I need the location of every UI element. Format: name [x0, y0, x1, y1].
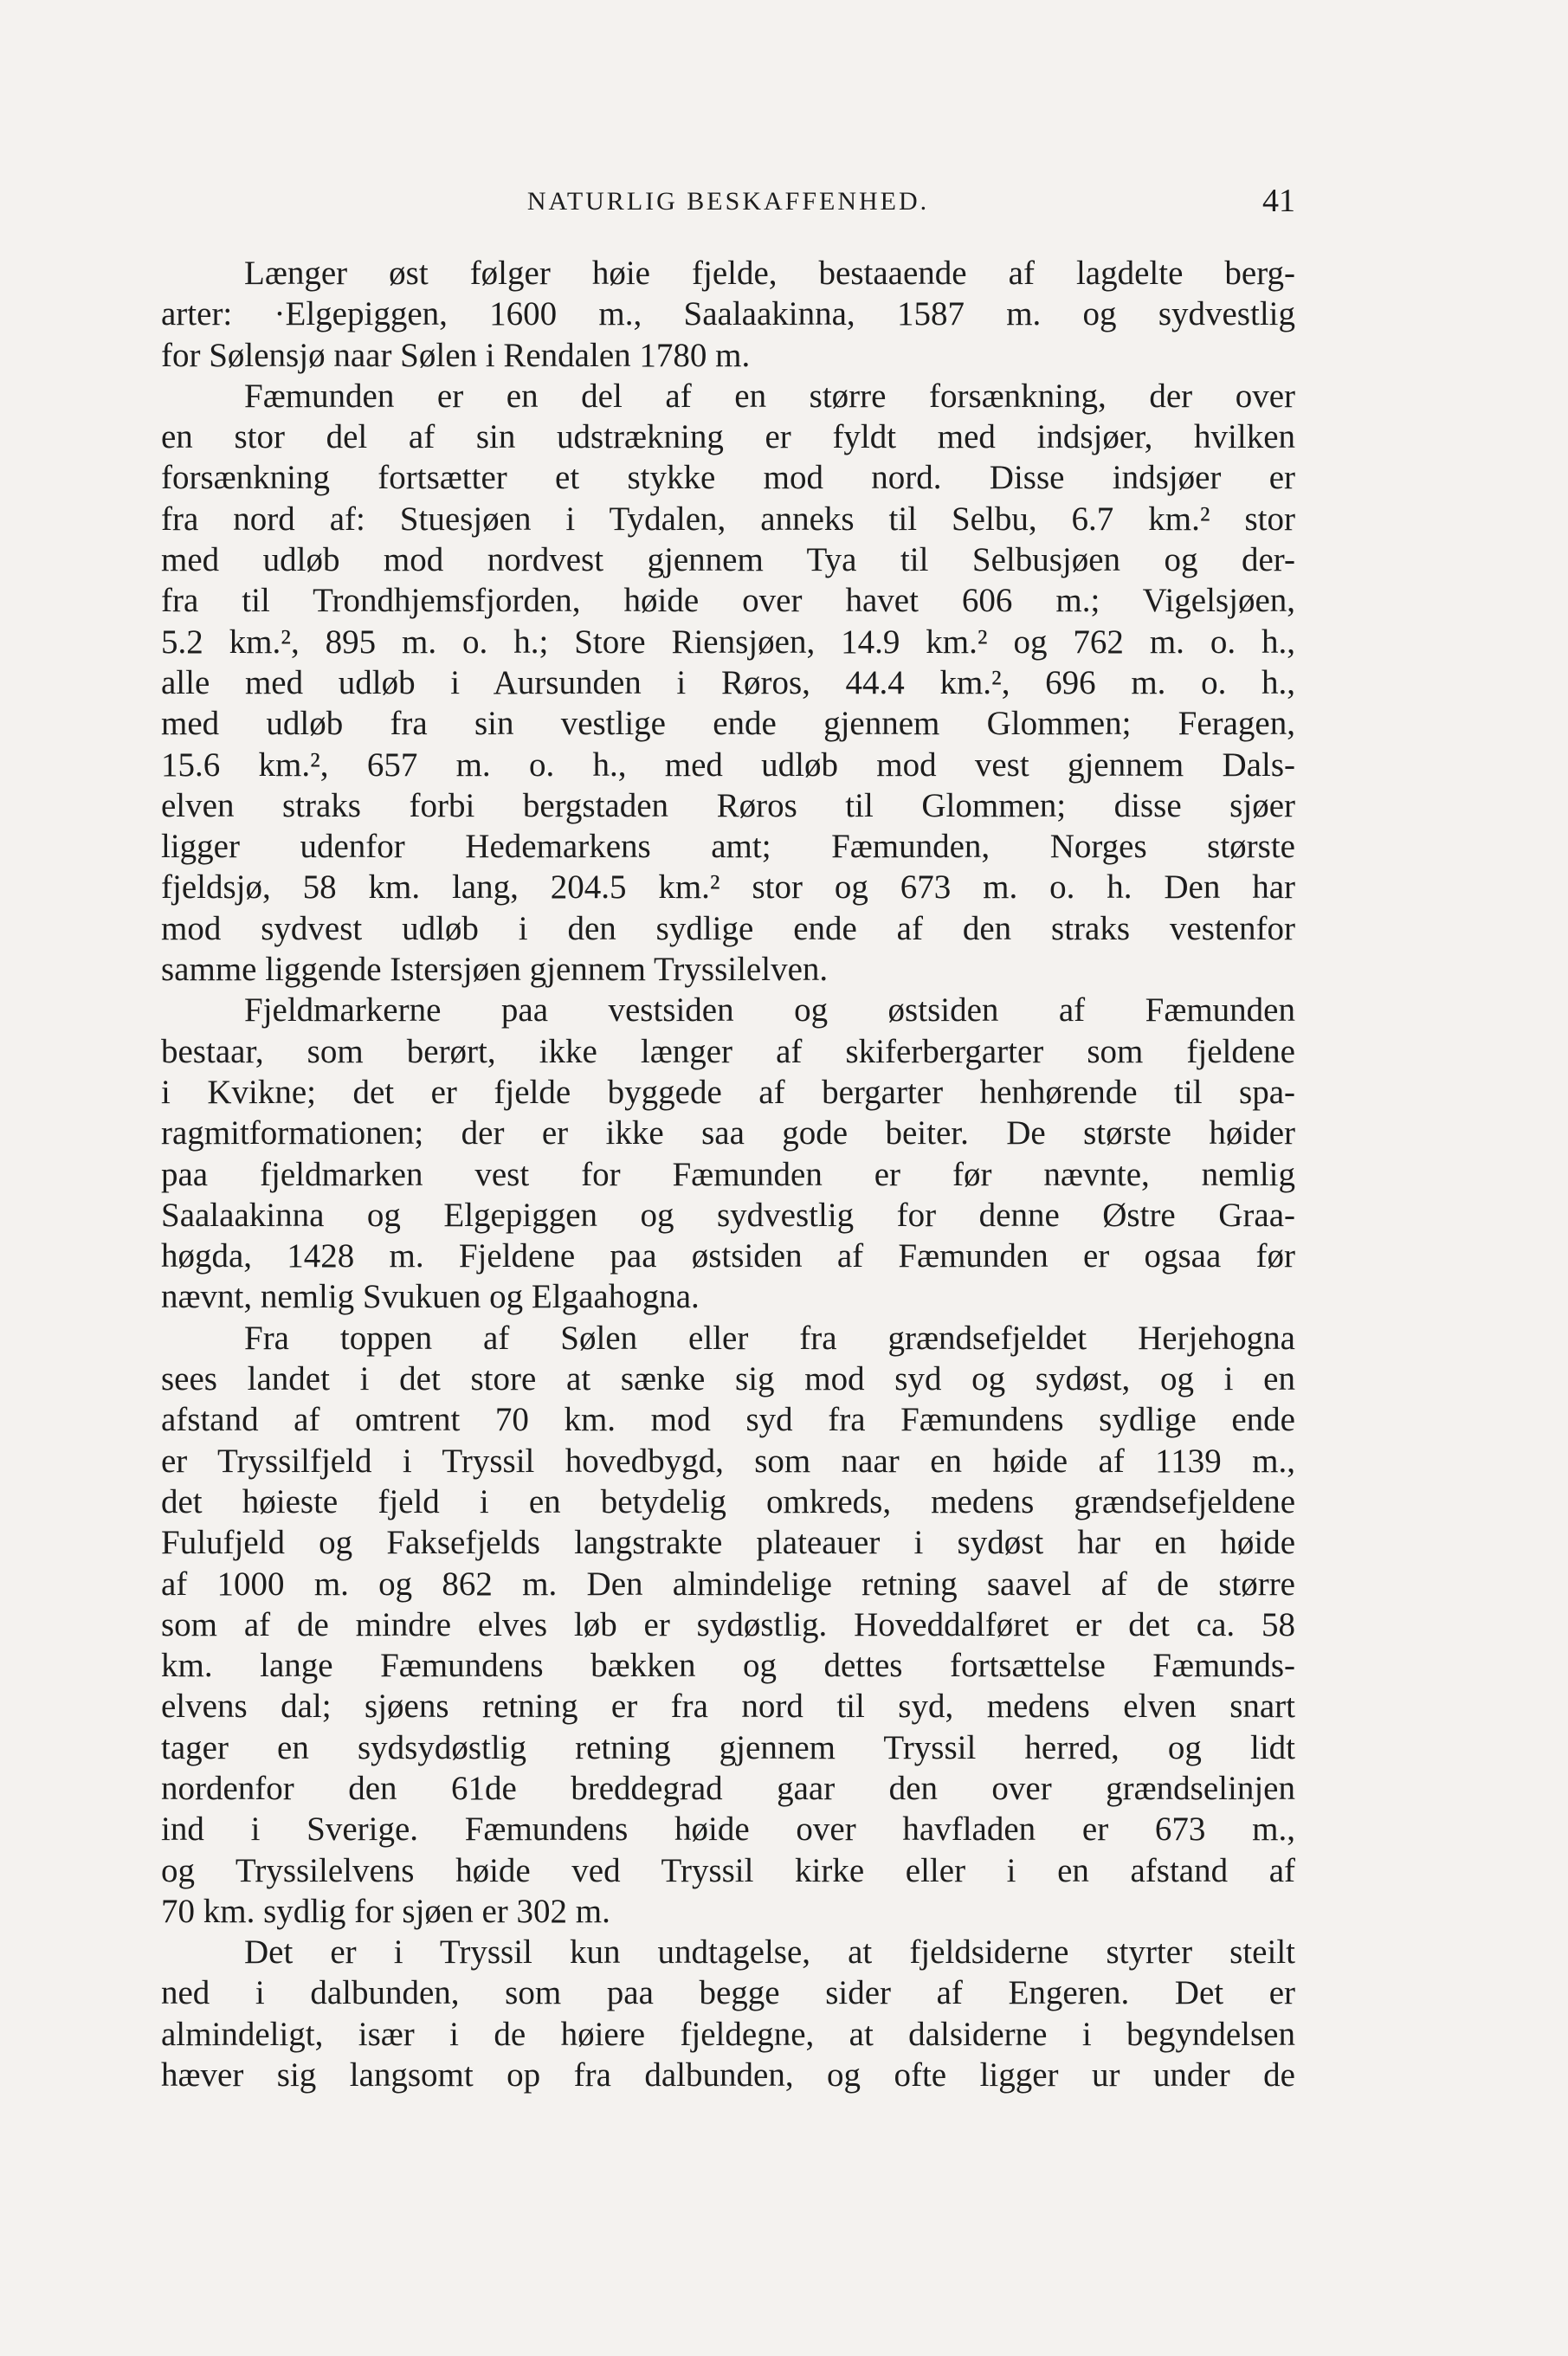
text-line: fra nord af: Stuesjøen i Tydalen, anneks til Selbu, 6.7 km.² stor — [161, 500, 1295, 538]
text-line: af 1000 m. og 862 m. Den almindelige retning saavel af de større — [161, 1565, 1295, 1603]
paragraph — [161, 1932, 1295, 2095]
text-line: paa fjeldmarken vest for Fæmunden er før nævnte, nemlig — [161, 1155, 1295, 1193]
text-line: Saalaakinna og Elgepiggen og sydvestlig for denne Østre Graa- — [161, 1196, 1295, 1234]
text-line: alle med udløb i Aursunden i Røros, 44.4 km.², 696 m. o. h., — [161, 663, 1295, 701]
body-text — [161, 253, 1295, 2095]
text-line: Fæmunden er en del af en større forsænkning, der over — [244, 377, 1295, 415]
paragraph — [161, 376, 1295, 990]
text-line: ragmitformationen; der er ikke saa gode beiter. De største høider — [161, 1114, 1295, 1152]
text-line: arter: ·Elgepiggen, 1600 m., Saalaakinna, 1587 m. og sydvestlig — [161, 295, 1295, 333]
paragraph — [161, 1318, 1295, 1932]
text-line: elvens dal; sjøens retning er fra nord til syd, medens elven snart — [161, 1688, 1295, 1726]
page-header — [161, 182, 1295, 230]
text-line: fra til Trondhjemsfjorden, høide over havet 606 m.; Vigelsjøen, — [161, 582, 1295, 620]
text-line: høgda, 1428 m. Fjeldene paa østsiden af Fæmunden er ogsaa før — [161, 1237, 1295, 1275]
text-line: som af de mindre elves løb er sydøstlig. Hoveddalføret er det ca. 58 — [161, 1605, 1295, 1643]
text-line: elven straks forbi bergstaden Røros til Glommen; disse sjøer — [161, 786, 1295, 824]
text-line: Det er i Tryssil kun undtagelse, at fjeldsiderne styrter steilt — [244, 1933, 1295, 1972]
text-line: 5.2 km.², 895 m. o. h.; Store Riensjøen, 14.9 km.² og 762 m. o. h., — [161, 623, 1295, 661]
text-line: Længer øst følger høie fjelde, bestaaende af lagdelte berg- — [244, 255, 1295, 292]
text-line: ligger udenfor Hedemarkens amt; Fæmunden, Norges største — [161, 828, 1295, 866]
text-line: en stor del af sin udstrækning er fyldt med indsjøer, hvilken — [161, 418, 1295, 456]
text-line: almindeligt, især i de høiere fjeldegne, at dalsiderne i begyndelsen — [161, 2015, 1295, 2053]
text-line: km. lange Fæmundens bækken og dettes fortsættelse Fæmunds- — [161, 1647, 1295, 1685]
text-line: med udløb mod nordvest gjennem Tya til Selbusjøen og der- — [161, 541, 1295, 579]
text-line: bestaar, som berørt, ikke længer af skiferbergarter som fjeldene — [161, 1032, 1295, 1070]
text-line: fjeldsjø, 58 km. lang, 204.5 km.² stor og 673 m. o. h. Den har — [161, 868, 1295, 907]
text-line: 70 km. sydlig for sjøen er 302 m. — [161, 1892, 610, 1930]
text-line: forsænkning fortsætter et stykke mod nord. Disse indsjøer er — [161, 459, 1295, 497]
page-number: 41 — [1262, 183, 1295, 219]
text-line: tager en sydsydøstlig retning gjennem Tryssil herred, og lidt — [161, 1728, 1295, 1766]
text-line: samme liggende Istersjøen gjennem Tryssilelven. — [161, 951, 829, 989]
text-line: for Sølensjø naar Sølen i Rendalen 1780 m. — [161, 336, 751, 374]
text-line: ind i Sverige. Fæmundens høide over havfladen er 673 m., — [161, 1811, 1295, 1849]
paragraph — [161, 990, 1295, 1317]
text-line: i Kvikne; det er fjelde byggede af bergarter henhørende til spa- — [161, 1073, 1295, 1111]
text-line: med udløb fra sin vestlige ende gjennem Glommen; Feragen, — [161, 705, 1295, 743]
text-line: afstand af omtrent 70 km. mod syd fra Fæmundens sydlige ende — [161, 1401, 1295, 1439]
text-line: det høieste fjeld i en betydelig omkreds, medens grændsefjeldene — [161, 1482, 1295, 1520]
text-line: mod sydvest udløb i den sydlige ende af den straks vestenfor — [161, 909, 1295, 947]
text-line: nævnt, nemlig Svukuen og Elgaahogna. — [161, 1278, 700, 1316]
text-line: er Tryssilfjeld i Tryssil hovedbygd, som naar en høide af 1139 m., — [161, 1442, 1295, 1480]
text-line: Fjeldmarkerne paa vestsiden og østsiden af Fæmunden — [244, 991, 1295, 1030]
text-line: ned i dalbunden, som paa begge sider af Engeren. Det er — [161, 1974, 1295, 2012]
text-line: nordenfor den 61de breddegrad gaar den over grændselinjen — [161, 1769, 1295, 1807]
paragraph — [161, 253, 1295, 376]
text-line: hæver sig langsomt op fra dalbunden, og ofte ligger ur under de — [161, 2056, 1295, 2095]
text-line: Fra toppen af Sølen eller fra grændsefjeldet Herjehogna — [244, 1319, 1295, 1357]
text-line: Fulufjeld og Faksefjelds langstrakte plateauer i sydøst har en høide — [161, 1524, 1295, 1562]
running-title: NATURLIG BESKAFFENHED. — [526, 187, 930, 216]
text-line: sees landet i det store at sænke sig mod syd og sydøst, og i en — [161, 1360, 1295, 1398]
text-line: og Tryssilelvens høide ved Tryssil kirke eller i en afstand af — [161, 1851, 1295, 1889]
text-line: 15.6 km.², 657 m. o. h., med udløb mod vest gjennem Dals- — [161, 746, 1295, 784]
